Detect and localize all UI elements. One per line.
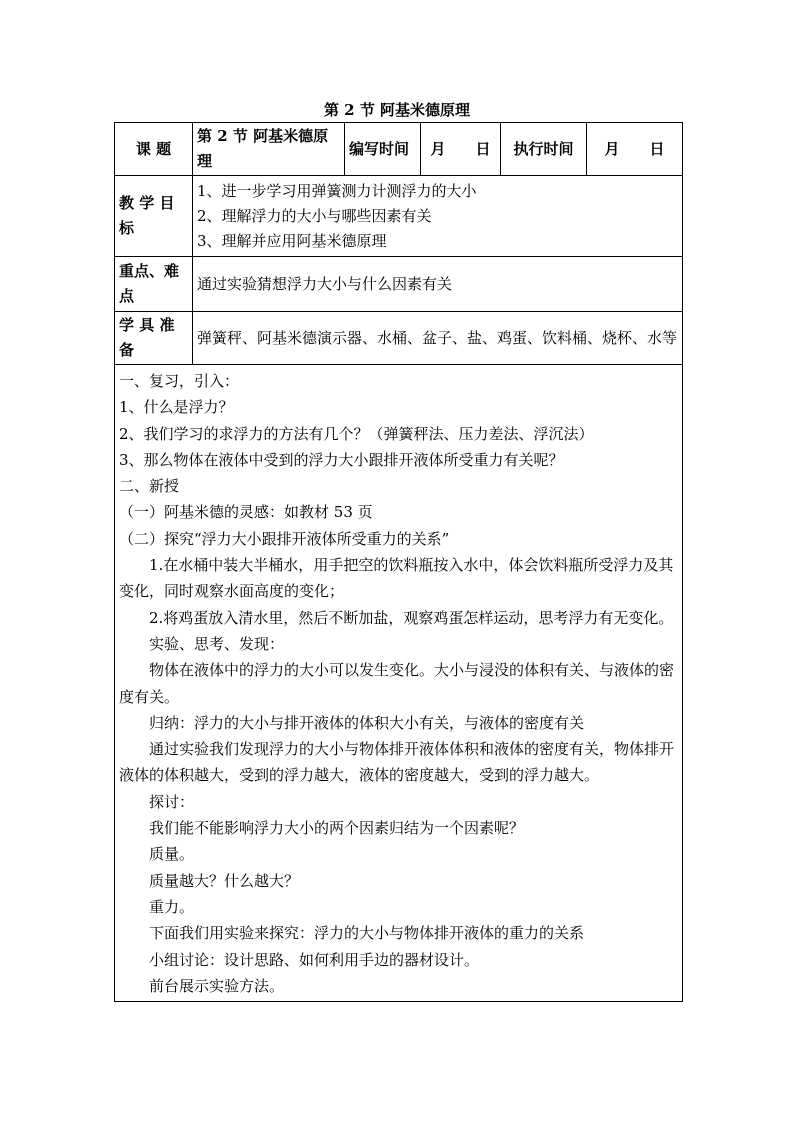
tools-text: 弹簧秤、阿基米德演示器、水桶、盆子、盐、鸡蛋、饮料桶、烧杯、水等 [193,312,683,365]
tools-label: 学 具 准 备 [115,312,193,365]
body-line: 小组讨论：设计思路、如何利用手边的器材设计。 [149,950,480,969]
body-line: 2、我们学习的求浮力的方法有几个？（弹簧秤法、压力差法、浮沉法） [119,424,594,443]
goal-item: 3、理解并应用阿基米德原理 [197,231,387,250]
exec-date: 月 日 [587,123,683,176]
body-line: 一、复习，引入： [119,372,240,390]
body-line: 通过实验我们发现浮力的大小与物体排开液体体积和液体的密度有关，物体排开液体的体积越大，受到的浮力越大，液体的密度越大，受到的浮力越大。 [119,740,675,785]
body-line: 二、新授 [119,477,180,496]
body-line: 质量越大？什么越大？ [149,871,300,890]
key-points-row [115,257,683,312]
body-line: （二）探究“浮力大小跟排开液体所受重力的关系” [119,529,450,548]
body-line: （一）阿基米德的灵感：如教材 53 页 [119,503,373,522]
exec-time-label: 执行时间 [501,123,587,176]
topic-label: 课 题 [115,123,193,176]
goal-item: 2、理解浮力的大小与哪些因素有关 [197,206,432,225]
goals-list [193,176,683,257]
body-line: 质量。 [149,845,195,864]
prep-date: 月 日 [421,123,501,176]
body-line: 1.在水桶中装大半桶水，用手把空的饮料瓶按入水中，体会饮料瓶所受浮力及其变化，同时观察水面高度的变化； [119,556,674,601]
body-line: 物体在液体中的浮力的大小可以发生变化。大小与浸没的体积有关、与液体的密度有关。 [119,661,675,706]
key-points-label: 重点、难点 [115,257,193,312]
lesson-plan-table [114,122,683,1002]
prep-time-label: 编写时间 [345,123,421,176]
body-line: 归纳：浮力的大小与排开液体的体积大小有关，与液体的密度有关 [149,713,585,732]
body-line: 探讨： [149,792,195,811]
page-title: 第 2 节 阿基米德原理 [323,101,471,119]
body-line: 2.将鸡蛋放入清水里，然后不断加盐，观察鸡蛋怎样运动，思考浮力有无变化。 [149,608,674,627]
body-line: 3、那么物体在液体中受到的浮力大小跟排开液体所受重力有关呢？ [119,450,564,469]
body-line: 1、什么是浮力？ [119,398,234,417]
goals-row [115,176,683,257]
body-row [115,365,683,1002]
goal-item: 1、进一步学习用弹簧测力计测浮力的大小 [197,181,477,200]
body-line: 前台展示实验方法。 [149,976,285,995]
body-line: 我们能不能影响浮力大小的两个因素归结为一个因素呢？ [149,819,525,838]
body-line: 重力。 [149,897,195,916]
lesson-body [115,365,683,1002]
tools-row [115,312,683,365]
key-points-text: 通过实验猜想浮力大小与什么因素有关 [193,257,683,312]
body-line: 下面我们用实验来探究：浮力的大小与物体排开液体的重力的关系 [149,924,585,943]
header-row [115,123,683,176]
body-line: 实验、思考、发现： [149,634,285,653]
goals-label: 教 学 目 标 [115,176,193,257]
topic-value: 第 2 节 阿基米德原理 [193,123,345,176]
